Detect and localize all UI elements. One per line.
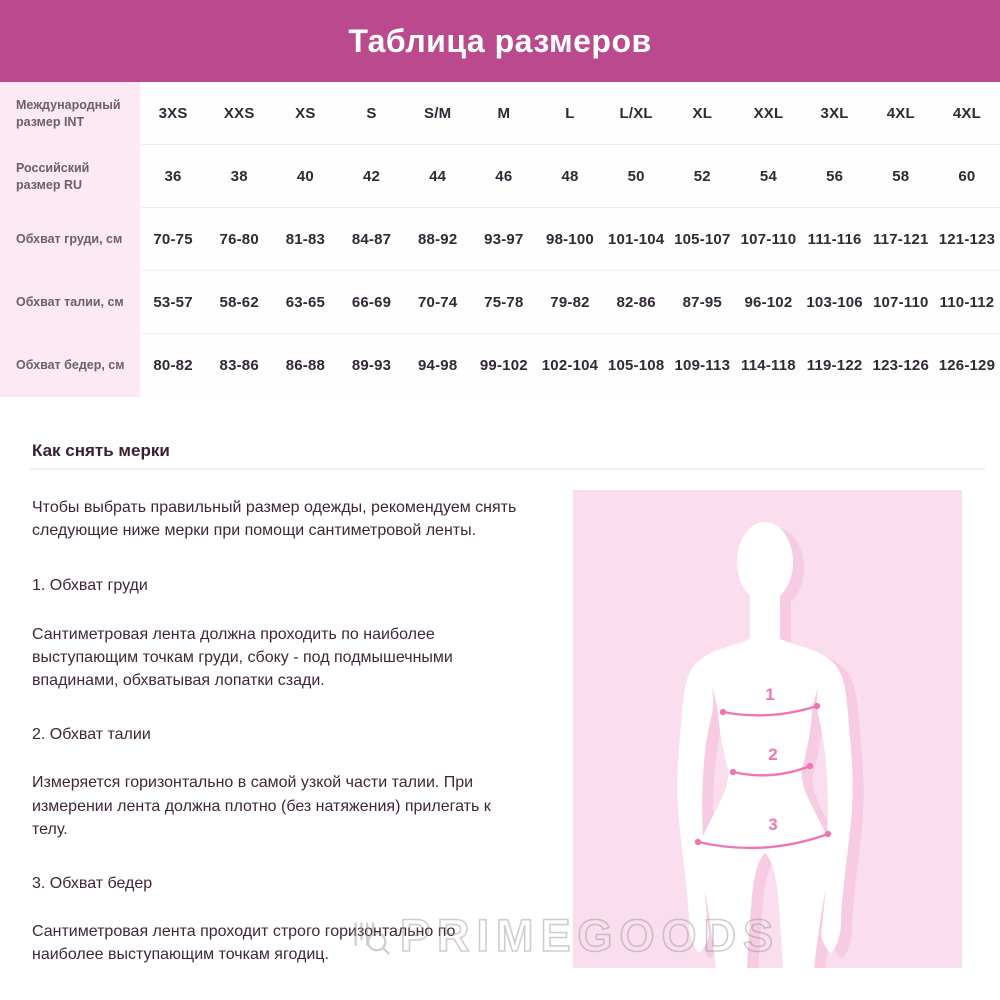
guide-intro: Чтобы выбрать правильный размер одежды, рекомендуем снять следующие ниже мерки при помощи сантиметровой ленты.: [32, 499, 517, 540]
silhouette-body: [677, 522, 852, 968]
hips-measure-label: 3: [768, 815, 778, 834]
table-cell: 103-106: [802, 271, 868, 334]
row-label: Обхват груди, см: [0, 208, 140, 271]
table-cell: 93-97: [471, 208, 537, 271]
table-cell: 60: [934, 145, 1000, 208]
table-row-ru-size: [0, 145, 1000, 208]
table-cell: 66-69: [338, 271, 404, 334]
waist-measure-label: 2: [768, 745, 778, 764]
table-cell: 88-92: [405, 208, 471, 271]
table-row-waist: [0, 271, 1000, 334]
table-cell: 117-121: [868, 208, 934, 271]
table-cell: XXL: [735, 82, 801, 145]
table-cell: 99-102: [471, 334, 537, 397]
table-cell: 107-110: [735, 208, 801, 271]
table-cell: 121-123: [934, 208, 1000, 271]
page-header: [0, 0, 1000, 82]
table-cell: 83-86: [206, 334, 272, 397]
table-cell: 40: [272, 145, 338, 208]
row-label: Международный размер INT: [0, 82, 140, 145]
table-cell: 53-57: [140, 271, 206, 334]
table-cell: 63-65: [272, 271, 338, 334]
table-cell: 58-62: [206, 271, 272, 334]
table-cell: 3XS: [140, 82, 206, 145]
row-label: Обхват талии, см: [0, 271, 140, 334]
table-cell: 75-78: [471, 271, 537, 334]
table-cell: 84-87: [338, 208, 404, 271]
table-cell: 54: [735, 145, 801, 208]
guide-section-title-waist: 2. Обхват талии: [32, 726, 151, 744]
table-cell: 89-93: [338, 334, 404, 397]
table-cell: 56: [802, 145, 868, 208]
measurement-figure-panel: [573, 490, 962, 968]
table-cell: 44: [405, 145, 471, 208]
size-table: [0, 82, 1000, 397]
table-cell: 110-112: [934, 271, 1000, 334]
table-cell: 4XL: [934, 82, 1000, 145]
table-cell: 114-118: [735, 334, 801, 397]
table-cell: 76-80: [206, 208, 272, 271]
guide-section-text-chest: Сантиметровая лента должна проходить по наиболее выступающим точкам груди, сбоку - под подмышечными впадинами, обхватывая лопатки сзади.: [32, 625, 453, 689]
guide-section-title-hips: 3. Обхват бедер: [32, 874, 153, 892]
table-cell: 86-88: [272, 334, 338, 397]
table-cell: 96-102: [735, 271, 801, 334]
table-cell: M: [471, 82, 537, 145]
table-cell: 42: [338, 145, 404, 208]
body-silhouette-figure: [573, 490, 962, 968]
divider: [30, 468, 985, 470]
guide-section-title-chest: 1. Обхват груди: [32, 577, 148, 595]
table-cell: 58: [868, 145, 934, 208]
table-cell: 70-75: [140, 208, 206, 271]
table-cell: 111-116: [802, 208, 868, 271]
table-cell: 81-83: [272, 208, 338, 271]
table-cell: 82-86: [603, 271, 669, 334]
guide-text: [32, 496, 518, 997]
table-cell: 50: [603, 145, 669, 208]
table-row-hips: [0, 334, 1000, 397]
guide-section-text-waist: Измеряется горизонтально в самой узкой части талии. При измерении лента должна плотно (без натяжения) прилегать к телу.: [32, 774, 491, 838]
page-title: Таблица размеров: [348, 22, 652, 59]
table-cell: 109-113: [669, 334, 735, 397]
table-cell: 123-126: [868, 334, 934, 397]
table-cell: 79-82: [537, 271, 603, 334]
table-cell: 94-98: [405, 334, 471, 397]
table-cell: L/XL: [603, 82, 669, 145]
table-cell: 38: [206, 145, 272, 208]
table-cell: 126-129: [934, 334, 1000, 397]
table-cell: 102-104: [537, 334, 603, 397]
table-cell: XL: [669, 82, 735, 145]
table-cell: L: [537, 82, 603, 145]
table-cell: S: [338, 82, 404, 145]
table-cell: 36: [140, 145, 206, 208]
table-cell: XS: [272, 82, 338, 145]
table-cell: 4XL: [868, 82, 934, 145]
table-cell: XXS: [206, 82, 272, 145]
guide-section-text-hips: Сантиметровая лента проходит строго горизонтально по наиболее выступающим точкам ягодиц.: [32, 923, 456, 964]
table-cell: 48: [537, 145, 603, 208]
table-cell: 80-82: [140, 334, 206, 397]
table-cell: 3XL: [802, 82, 868, 145]
table-cell: 52: [669, 145, 735, 208]
table-cell: 119-122: [802, 334, 868, 397]
row-label: Обхват бедер, см: [0, 334, 140, 397]
table-cell: 98-100: [537, 208, 603, 271]
table-cell: 105-108: [603, 334, 669, 397]
table-cell: S/M: [405, 82, 471, 145]
table-row-int-size: [0, 82, 1000, 145]
chest-measure-label: 1: [765, 685, 775, 704]
guide-heading: Как снять мерки: [32, 441, 170, 460]
table-row-chest: [0, 208, 1000, 271]
table-cell: 46: [471, 145, 537, 208]
table-cell: 101-104: [603, 208, 669, 271]
table-cell: 70-74: [405, 271, 471, 334]
table-cell: 87-95: [669, 271, 735, 334]
table-cell: 105-107: [669, 208, 735, 271]
row-label: Российский размер RU: [0, 145, 140, 208]
table-cell: 107-110: [868, 271, 934, 334]
